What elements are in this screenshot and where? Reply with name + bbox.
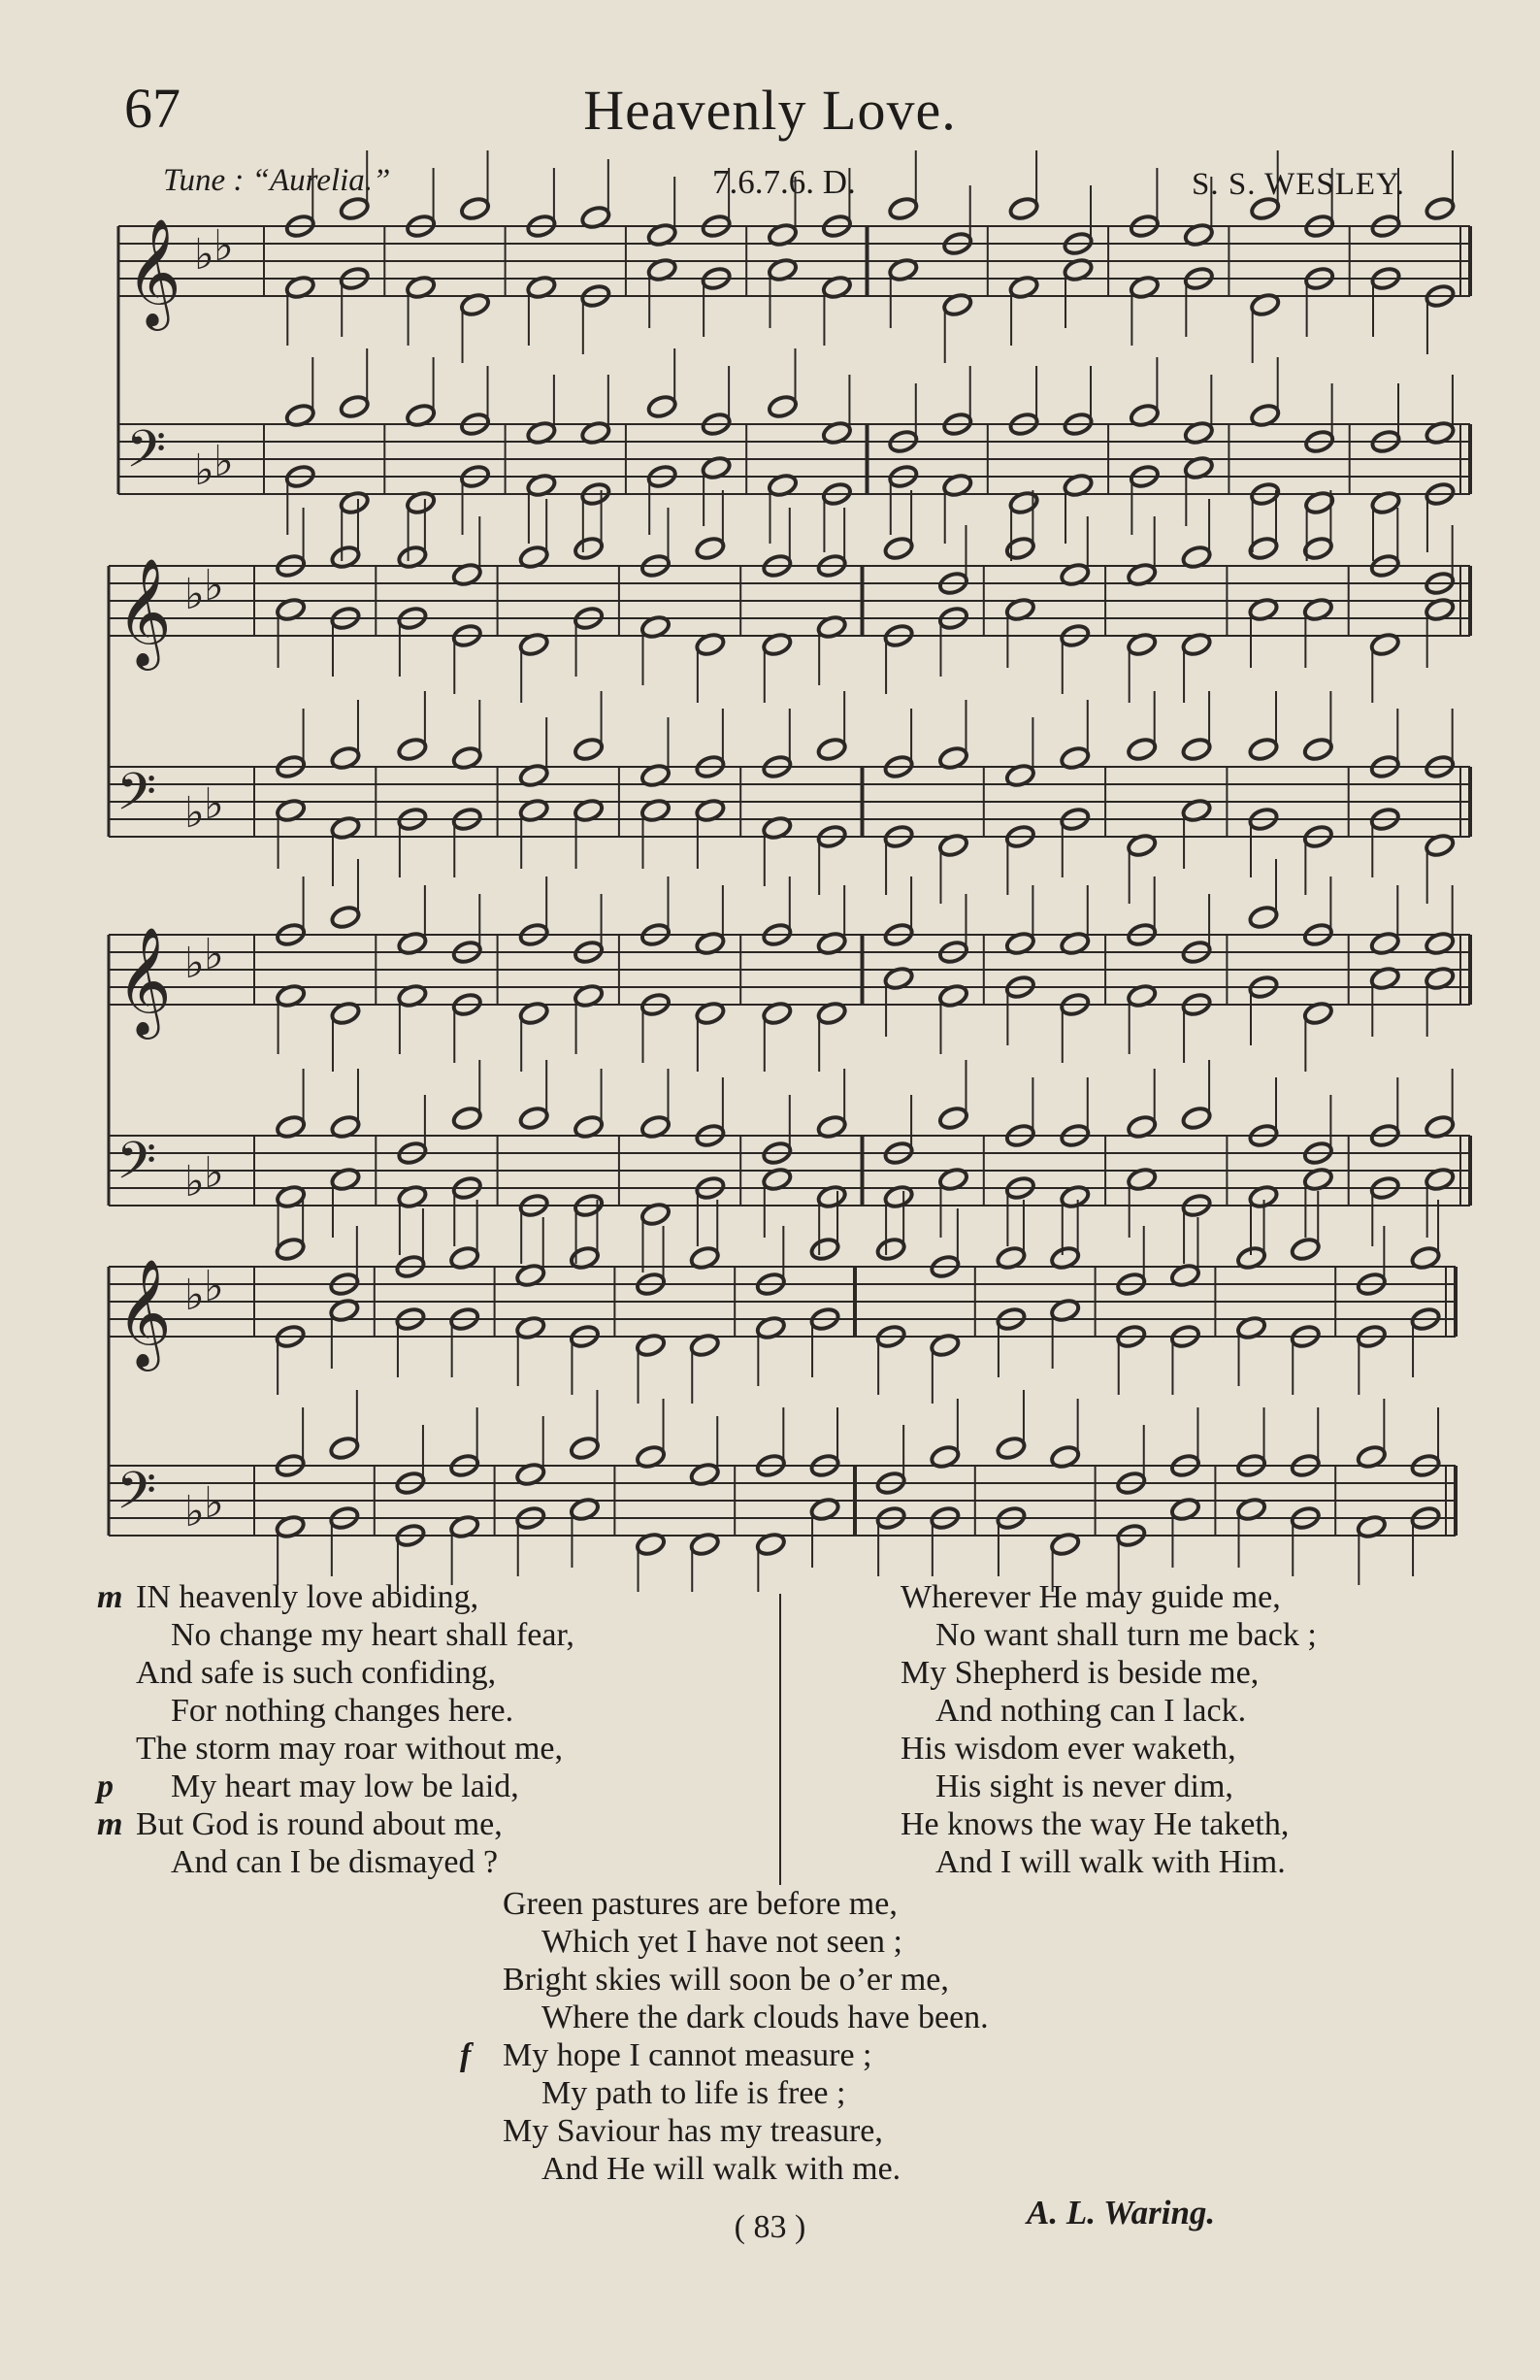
note-head — [1181, 737, 1212, 762]
note-head — [330, 905, 361, 930]
verse-text: For nothing changes here. — [171, 1693, 514, 1729]
note-head — [996, 1436, 1027, 1461]
verse-line — [862, 1730, 1317, 1768]
verse-text: The storm may roar without me, — [136, 1731, 564, 1767]
flat-sign-icon: ♭ — [184, 939, 205, 988]
note-head — [329, 1436, 360, 1461]
hymn-title: Heavenly Love. — [583, 79, 957, 142]
verse-text: Where the dark clouds have been. — [541, 2000, 989, 2035]
flat-sign-icon: ♭ — [204, 779, 224, 829]
verse-text: And I will walk with Him. — [935, 1844, 1286, 1880]
flat-sign-icon: ♭ — [204, 930, 224, 979]
verse-text: And He will walk with me. — [541, 2151, 901, 2187]
note-head — [1248, 737, 1279, 762]
verse-line — [862, 1578, 1317, 1616]
flat-sign-icon: ♭ — [204, 1478, 224, 1528]
page-number: ( 83 ) — [734, 2209, 806, 2245]
verse-text: My hope I cannot measure ; — [503, 2037, 872, 2073]
verse-line — [97, 1805, 574, 1843]
note-head — [1302, 737, 1333, 762]
verse-line — [862, 1654, 1317, 1692]
note-head — [1126, 737, 1157, 762]
note-head — [1008, 196, 1039, 221]
note-head — [569, 1436, 600, 1461]
verse-line — [97, 1616, 574, 1654]
verse-line — [862, 1768, 1317, 1805]
verse-line — [460, 2036, 989, 2074]
dynamic-mark: p — [97, 1768, 114, 1804]
composer-label: S. S. WESLEY. — [1192, 167, 1405, 202]
verse-text: Bright skies will soon be o’er me, — [503, 1962, 949, 1998]
verse-text: And can I be dismayed ? — [171, 1844, 499, 1880]
verse-text: No want shall turn me back ; — [935, 1617, 1317, 1653]
verse-text: And safe is such confiding, — [136, 1655, 497, 1691]
verses-center-column — [460, 1885, 989, 2188]
verse-text: Green pastures are before me, — [503, 1886, 898, 1922]
verse-line — [464, 1999, 989, 2036]
note-head — [397, 737, 428, 762]
verse-line — [862, 1692, 1317, 1730]
verse-line — [464, 2150, 989, 2188]
flat-sign-icon: ♭ — [184, 570, 205, 619]
flat-sign-icon: ♭ — [204, 561, 224, 611]
hymn-number: 67 — [124, 77, 180, 140]
note-head — [646, 394, 677, 419]
verse-line — [464, 2074, 989, 2112]
verses-left-column — [97, 1578, 574, 1881]
flat-sign-icon: ♭ — [204, 1262, 224, 1311]
flat-sign-icon: ♭ — [204, 1148, 224, 1198]
bass-clef-icon: 𝄢 — [116, 763, 157, 835]
note-head — [1004, 536, 1035, 561]
note-head — [875, 1237, 906, 1262]
bass-clef-icon: 𝄢 — [116, 1132, 157, 1204]
flat-sign-icon: ♭ — [213, 437, 234, 486]
verse-text: My Saviour has my treasure, — [503, 2113, 883, 2149]
note-head — [883, 536, 914, 561]
dynamic-mark: f — [460, 2037, 472, 2073]
verse-text: Which yet I have not seen ; — [541, 1924, 902, 1960]
note-head — [767, 394, 798, 419]
note-head — [809, 1237, 840, 1262]
bass-clef-icon: 𝄢 — [126, 420, 167, 492]
treble-clef-icon: 𝄞 — [116, 926, 172, 1035]
flat-sign-icon: ♭ — [184, 1157, 205, 1207]
verse-line — [862, 1843, 1317, 1881]
note-head — [573, 737, 604, 762]
verse-line — [97, 1578, 574, 1616]
verse-text: But God is round about me, — [136, 1806, 503, 1842]
meter-label: 7.6.7.6. D. — [712, 163, 856, 201]
verse-line — [97, 1730, 574, 1768]
note-head — [816, 737, 847, 762]
note-head — [1181, 1106, 1212, 1131]
note-head — [573, 536, 604, 561]
note-head — [451, 1106, 482, 1131]
note-head — [518, 1106, 549, 1131]
dynamic-mark: m — [97, 1806, 123, 1842]
note-head — [459, 196, 490, 221]
treble-clef-icon: 𝄞 — [116, 557, 172, 666]
verse-text: Wherever He may guide me, — [901, 1579, 1281, 1615]
verse-text: My heart may low be laid, — [171, 1768, 519, 1804]
author-credit: A. L. Waring. — [1027, 2194, 1216, 2231]
verse-line — [862, 1805, 1317, 1843]
verse-text: IN heavenly love abiding, — [136, 1579, 479, 1615]
note-head — [695, 536, 726, 561]
verse-text: His wisdom ever waketh, — [901, 1731, 1236, 1767]
verse-line — [97, 1692, 574, 1730]
note-head — [1290, 1237, 1321, 1262]
verses-right-column — [862, 1578, 1317, 1881]
verse-line — [97, 1768, 574, 1805]
dynamic-mark: m — [97, 1579, 123, 1615]
verse-text: My Shepherd is beside me, — [901, 1655, 1260, 1691]
verse-text: No change my heart shall fear, — [171, 1617, 574, 1653]
verse-line — [862, 1616, 1317, 1654]
verse-text: His sight is never dim, — [935, 1768, 1233, 1804]
note-head — [339, 394, 370, 419]
note-head — [888, 196, 919, 221]
verse-line — [97, 1654, 574, 1692]
verse-line — [464, 2112, 989, 2150]
verse-text: He knows the way He taketh, — [901, 1806, 1290, 1842]
verse-line — [464, 1923, 989, 1961]
note-head — [275, 1237, 306, 1262]
tune-label: Tune : “Aurelia.” — [163, 163, 391, 198]
flat-sign-icon: ♭ — [184, 1271, 205, 1320]
bass-clef-icon: 𝄢 — [116, 1462, 157, 1534]
note-head — [937, 1106, 968, 1131]
flat-sign-icon: ♭ — [194, 446, 214, 495]
treble-clef-icon: 𝄞 — [116, 1258, 172, 1367]
flat-sign-icon: ♭ — [184, 1487, 205, 1537]
verse-line — [464, 1885, 989, 1923]
flat-sign-icon: ♭ — [194, 230, 214, 280]
note-head — [1425, 196, 1456, 221]
treble-clef-icon: 𝄞 — [126, 217, 181, 326]
verse-line — [464, 1961, 989, 1999]
note-head — [1249, 196, 1280, 221]
verse-line — [97, 1843, 574, 1881]
column-divider — [779, 1594, 781, 1885]
verse-text: And nothing can I lack. — [935, 1693, 1247, 1729]
note-head — [1248, 905, 1279, 930]
flat-sign-icon: ♭ — [184, 788, 205, 838]
verse-text: My path to life is free ; — [541, 2075, 846, 2111]
note-head — [339, 196, 370, 221]
flat-sign-icon: ♭ — [213, 221, 234, 271]
